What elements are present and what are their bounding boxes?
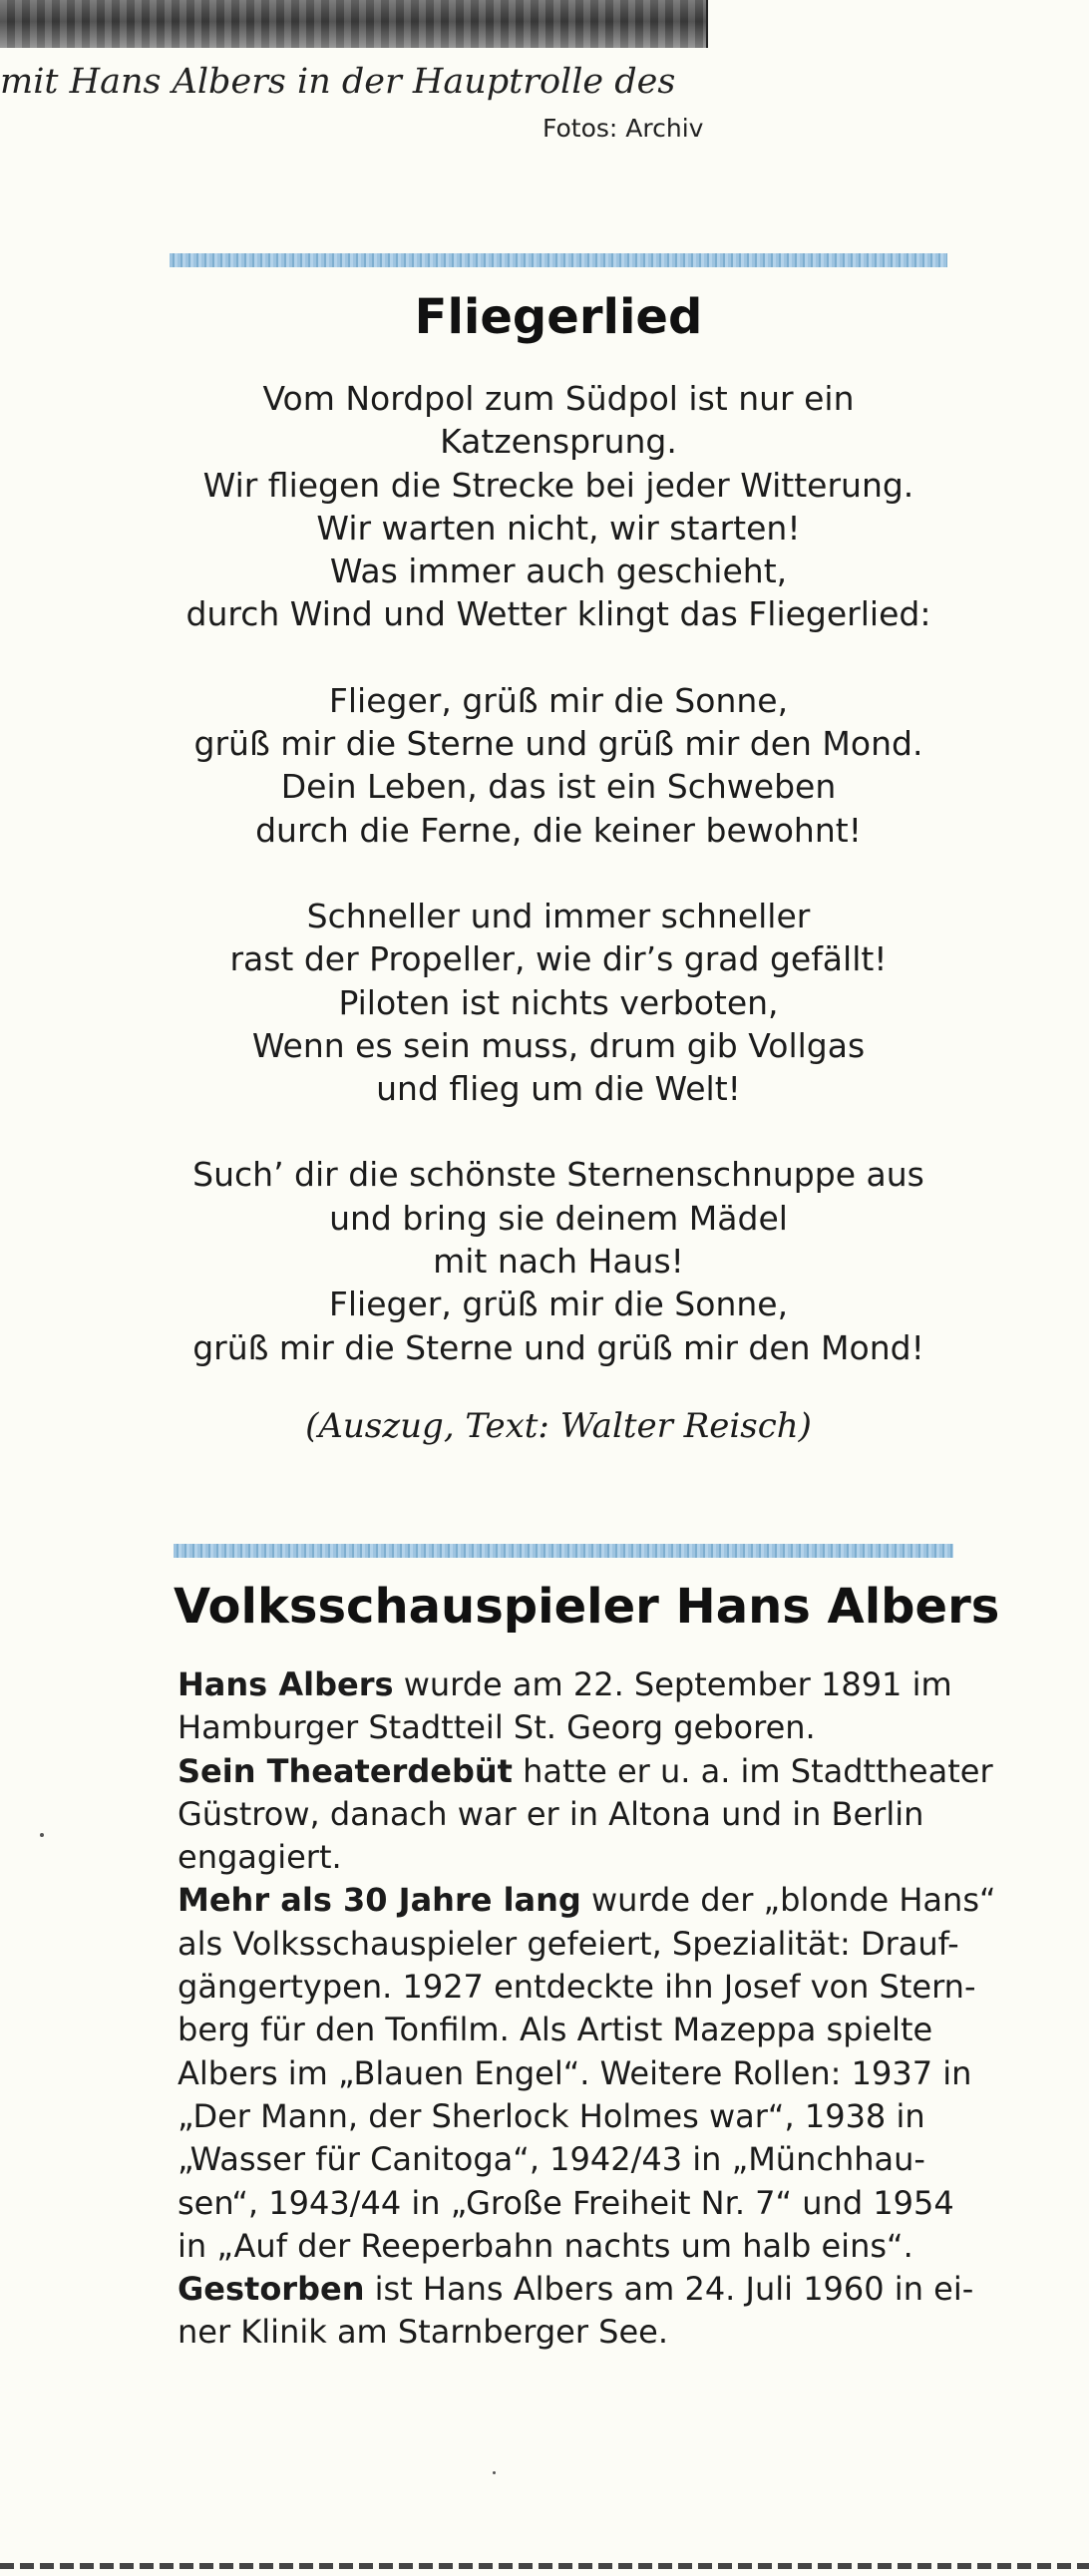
bio-line — [178, 2311, 965, 2354]
poem-stanza — [120, 679, 997, 852]
bio-line — [178, 2182, 965, 2225]
bio-lead: Hans Albers — [178, 1665, 394, 1703]
bio-line — [178, 2052, 972, 2095]
bio-text: Güstrow, danach war er in Altona und in Berlin — [178, 1794, 924, 1833]
poem-line: Flieger, grüß mir die Sonne, — [328, 680, 789, 720]
poem-line: grüß mir die Sterne und grüß mir den Mond. — [193, 724, 923, 764]
bio-text: als Volksschauspieler gefeiert, Spezialität: Drauf- — [178, 1924, 959, 1963]
photo-fragment — [0, 0, 708, 48]
bio-lead: Gestorben — [178, 2270, 365, 2309]
poem-source: (Auszug, Text: Walter Reisch) — [305, 1406, 812, 1446]
poem-line: grüß mir die Sterne und grüß mir den Mond! — [192, 1327, 924, 1367]
poem-body — [120, 377, 997, 1412]
bio-lead: Sein Theaterdebüt — [178, 1751, 513, 1790]
poem-line: Wir fliegen die Strecke bei jeder Witterung. — [202, 465, 914, 505]
bio-title: Volksschauspieler Hans Albers — [174, 1579, 1000, 1635]
bio-line — [178, 1923, 965, 1966]
bio-line — [178, 2095, 965, 2138]
bio-line — [178, 2009, 965, 2051]
bio-line — [178, 1706, 965, 1749]
bio-line — [178, 1750, 993, 1793]
poem-line: durch die Ferne, die keiner bewohnt! — [255, 810, 862, 850]
poem-line: Wir warten nicht, wir starten! — [316, 508, 801, 548]
poem-line: Was immer auch geschieht, — [329, 552, 788, 591]
poem-title: Fliegerlied — [414, 289, 703, 345]
bio-lead: Mehr als 30 Jahre lang — [178, 1881, 581, 1920]
bio-line — [178, 1663, 965, 1706]
poem-stanza — [120, 1153, 997, 1368]
poem-line: mit nach Haus! — [433, 1242, 684, 1282]
bio-line — [178, 1966, 976, 2009]
poem-line: Dein Leben, das ist ein Schweben — [280, 767, 837, 807]
bio-line — [178, 1879, 996, 1922]
poem-line: Flieger, grüß mir die Sonne, — [328, 1285, 789, 1324]
bio-text: Albers im „Blauen Engel“. Weitere Rollen: 1937 in — [178, 2053, 972, 2092]
bio-text: sen“, 1943/44 in „Große Freiheit Nr. 7“ und 1954 — [178, 2183, 954, 2222]
bio-text: gängertypen. 1927 entdeckte ihn Josef von Stern- — [178, 1968, 976, 2007]
poem-line: Katzensprung. — [440, 422, 677, 462]
section-divider — [174, 1544, 953, 1558]
poem-line: Schneller und immer schneller — [306, 896, 811, 935]
poem-line: Vom Nordpol zum Südpol ist nur ein — [262, 379, 855, 418]
poem-line: durch Wind und Wetter klingt das Fliegerlied: — [185, 594, 931, 634]
poem-line: Such’ dir die schönste Sternenschnuppe aus — [192, 1155, 924, 1195]
section-divider — [170, 253, 947, 267]
poem-line: Piloten ist nichts verboten, — [338, 982, 779, 1022]
bio-body — [178, 1663, 996, 2355]
print-speck — [40, 1833, 44, 1837]
poem-stanza — [120, 377, 997, 636]
bio-text: ist Hans Albers am 24. Juli 1960 in ei- — [364, 2270, 974, 2309]
bio-text: in „Auf der Reeperbahn nachts um halb eins“. — [178, 2226, 913, 2265]
photo-caption: mit Hans Albers in der Hauptrolle des — [0, 62, 676, 102]
bio-text: berg für den Tonfilm. Als Artist Mazeppa spielte — [178, 2011, 933, 2049]
photo-credit: Fotos: Archiv — [543, 114, 704, 143]
bio-text: wurde der „blonde Hans“ — [580, 1881, 996, 1920]
poem-line: rast der Propeller, wie dir’s grad gefällt! — [229, 939, 888, 979]
bio-text: „Der Mann, der Sherlock Holmes war“, 1938 in — [178, 2096, 925, 2135]
bio-line — [178, 2268, 974, 2311]
poem-line: Wenn es sein muss, drum gib Vollgas — [251, 1025, 866, 1065]
bio-text: wurde am 22. September 1891 im — [393, 1665, 952, 1703]
print-speck — [493, 2471, 496, 2474]
bio-line — [178, 2138, 965, 2181]
bio-line — [178, 1836, 965, 1879]
bio-text: Hamburger Stadtteil St. Georg geboren. — [178, 1708, 816, 1747]
poem-line: und bring sie deinem Mädel — [329, 1198, 788, 1238]
bio-text: engagiert. — [178, 1838, 342, 1877]
bio-line — [178, 1793, 965, 1836]
page-bottom-rule — [0, 2563, 1089, 2569]
poem-line: und flieg um die Welt! — [376, 1069, 741, 1109]
bio-text: „Wasser für Canitoga“, 1942/43 in „Münchhau- — [178, 2140, 925, 2179]
bio-text: ner Klinik am Starnberger See. — [178, 2313, 669, 2352]
bio-text: hatte er u. a. im Stadttheater — [512, 1751, 993, 1790]
poem-stanza — [120, 895, 997, 1110]
bio-line — [178, 2225, 965, 2268]
